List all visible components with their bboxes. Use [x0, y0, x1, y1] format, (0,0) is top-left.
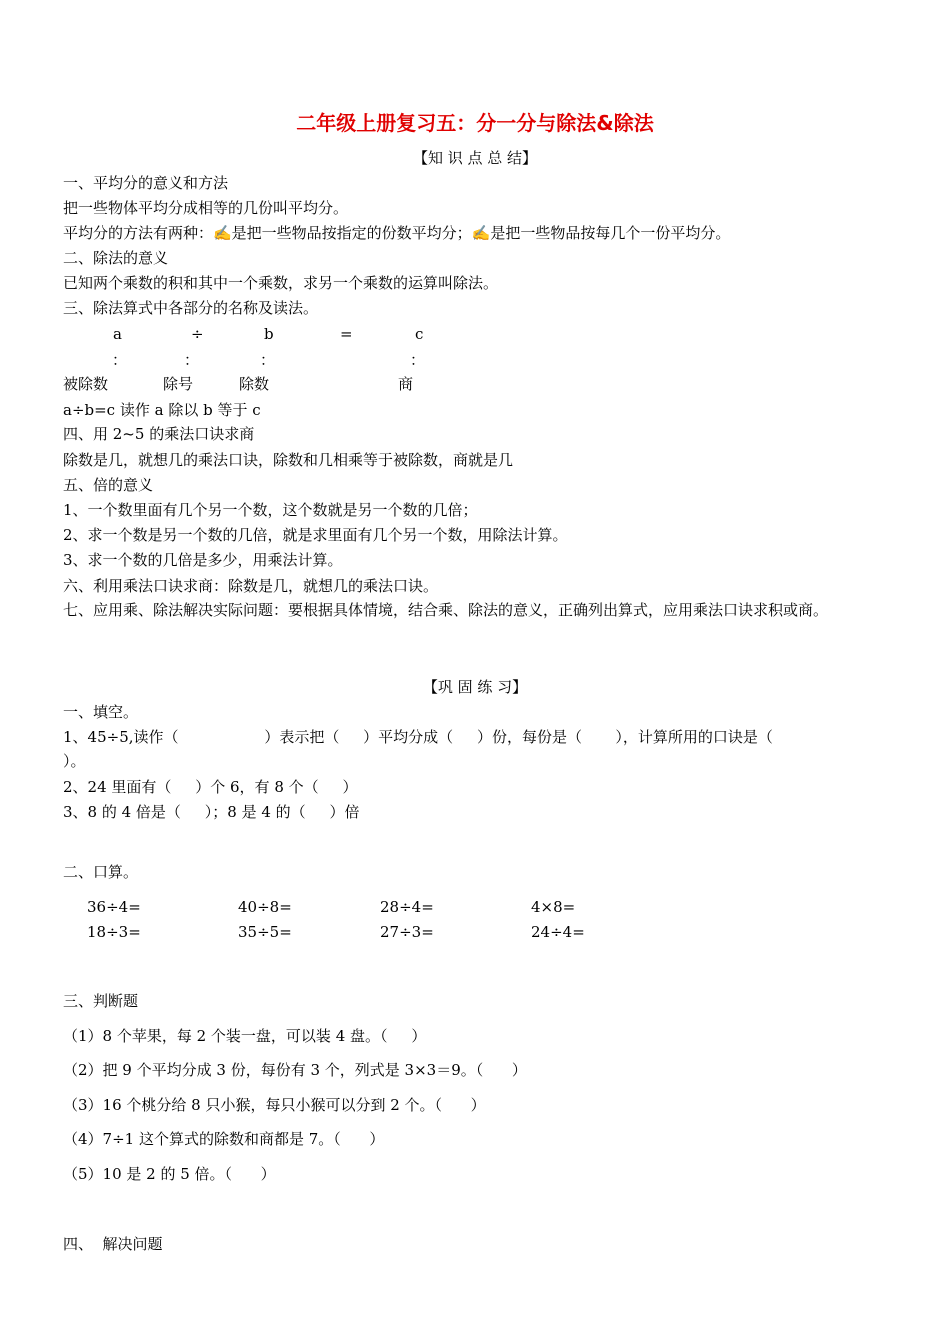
paragraph: 3、求一个数的几倍是多少，用乘法计算。	[63, 551, 343, 569]
section-heading: 七、应用乘、除法解决实际问题：要根据具体情境，结合乘、除法的意义，正确列出算式，应用乘法口诀求积或商。	[63, 601, 829, 619]
oral-item: 4×8=	[531, 898, 576, 916]
section-heading: 三、判断题	[63, 992, 139, 1010]
section-heading: 三、除法算式中各部分的名称及读法。	[63, 299, 319, 317]
section-heading: 五、倍的意义	[63, 476, 154, 494]
paragraph: 把一些物体平均分成相等的几份叫平均分。	[63, 199, 349, 217]
question: 1、45÷5,读作（ ）表示把（ ）平均分成（ ）份，每份是（ ），计算所用的口诀是（	[63, 728, 773, 746]
formula-divisor: 除数	[239, 375, 270, 393]
page-title: 二年级上册复习五：分一分与除法&除法	[296, 111, 654, 135]
section-heading: 二、口算。	[63, 863, 139, 881]
paragraph: 1、一个数里面有几个另一个数，这个数就是另一个数的几倍；	[63, 501, 478, 519]
oral-item: 27÷3=	[380, 923, 434, 941]
formula-colon: ：	[260, 351, 276, 369]
paragraph: 2、求一个数是另一个数的几倍，就是求里面有几个另一个数，用除法计算。	[63, 526, 568, 544]
formula-quotient: 商	[398, 375, 414, 393]
oral-item: 28÷4=	[380, 898, 434, 916]
judge-item: （2）把 9 个平均分成 3 份，每份有 3 个，列式是 3×3＝9。（ ）	[63, 1061, 527, 1079]
judge-item: （5）10 是 2 的 5 倍。（ ）	[63, 1165, 276, 1183]
section-heading: 一、填空。	[63, 703, 139, 721]
oral-item: 24÷4=	[531, 923, 585, 941]
formula-c: c	[415, 325, 424, 343]
section-heading: 四、 解决问题	[63, 1235, 163, 1253]
judge-item: （4）7÷1 这个算式的除数和商都是 7。（ ）	[63, 1130, 385, 1148]
paragraph: a÷b=c 读作 a 除以 b 等于 c	[63, 401, 261, 419]
oral-item: 36÷4=	[87, 898, 141, 916]
knowledge-header: 【知 识 点 总 结】	[412, 149, 538, 167]
oral-item: 35÷5=	[238, 923, 292, 941]
question: 3、8 的 4 倍是（ ）；8 是 4 的（ ）倍	[63, 803, 360, 821]
section-heading: 六、利用乘法口诀求商：除数是几，就想几的乘法口诀。	[63, 577, 439, 595]
section-heading: 四、用 2~5 的乘法口诀求商	[63, 425, 255, 443]
formula-divsign: 除号	[163, 375, 194, 393]
judge-item: （3）16 个桃分给 8 只小猴，每只小猴可以分到 2 个。（ ）	[63, 1096, 486, 1114]
formula-div: ÷	[191, 325, 204, 343]
question: 2、24 里面有（ ）个 6，有 8 个（ ）	[63, 778, 358, 796]
section-heading: 一、平均分的意义和方法	[63, 174, 229, 192]
paragraph: 平均分的方法有两种：✍是把一些物品按指定的份数平均分；✍是把一些物品按每几个一份平均分。	[63, 224, 731, 242]
formula-eq: =	[340, 325, 353, 343]
formula-a: a	[113, 325, 122, 343]
formula-colon: ：	[112, 351, 128, 369]
paragraph: 已知两个乘数的积和其中一个乘数，求另一个乘数的运算叫除法。	[63, 274, 499, 292]
formula-b: b	[264, 325, 274, 343]
section-heading: 二、除法的意义	[63, 249, 169, 267]
formula-colon: ：	[184, 351, 200, 369]
practice-header: 【巩 固 练 习】	[422, 678, 528, 696]
paragraph: 除数是几，就想几的乘法口诀，除数和几相乘等于被除数，商就是几	[63, 451, 514, 469]
formula-colon: ：	[410, 351, 426, 369]
question: ）。	[63, 752, 86, 770]
judge-item: （1）8 个苹果，每 2 个装一盘，可以装 4 盘。（ ）	[63, 1027, 427, 1045]
formula-dividend: 被除数	[63, 375, 109, 393]
oral-item: 18÷3=	[87, 923, 141, 941]
oral-item: 40÷8=	[238, 898, 292, 916]
